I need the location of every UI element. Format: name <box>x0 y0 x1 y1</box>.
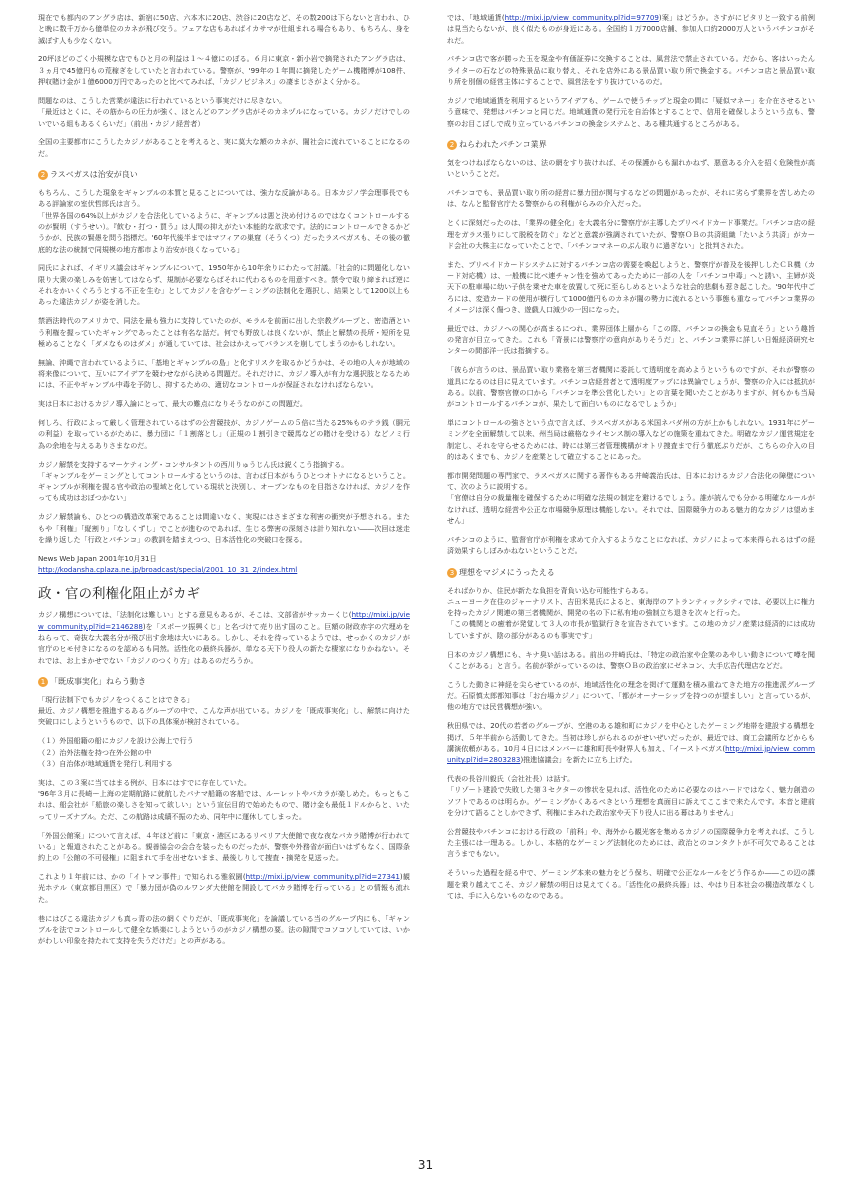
section-number-badge: 3 <box>447 568 457 578</box>
text: カジノ構想については、「法制化は難しい」とする意見もあるが、そこは、文部省がサッカーくじ( <box>38 610 352 620</box>
paragraph: 日本のカジノ構想にも、キナ臭い話はある。前出の井崎氏は、「特定の政治家や企業のあやしい動きについて噂を聞くことがある」と言う。名前が挙がっているのは、警察ＯＢの政治家にゼネコン、大手広告代理店などだ。 <box>447 649 815 670</box>
paragraph: 「彼らが言うのは、景品買い取り業務を第三者機関に委託して透明度を高めようというものですが、それが警察の道具になるのは目に見えています。パチンコ店経営者とて透明度アップには異論でしょうが、警察の介入には抵抗がある。以前、警察官僚の口から「パチンコを準公営化したい」との言葉を聞いたことがありますが、何もかも当局がコントロールするパチンコが、果たして面白いものになるでしょうか」 <box>447 365 815 409</box>
paragraph: そればかりか、住民が新たな負担を背負い込む可能性すらある。 ニューヨーク在住のジャーナリスト、吉田米晃氏によると、東海岸のアトランティックシティでは、必要以上に権力を持ったカジノ関連の第三者機関が、開発の名の下に私有地の強制立ち退きを次々と行った。 「この機関との癒着が発覚して３人の市長が監獄行きを宣告されています。この地のカジノ産業は経済的には成功していますが、陰の部分があるのも事実です」 <box>447 585 815 640</box>
paragraph: カジノ解禁を支持するマーケティング・コンサルタントの西川りゅうじん氏は鋭くこう指摘する。 「ギャンブルをゲーミングとしてコントロールするというのは、言わば日本がもうひとつオトナになるということ。ギャンブルが利権を握る官や政治の聖域と化している現状と決別し、オープンなものを目指さなければ、カジノを作っても成功はおぼつかない」 <box>38 459 410 503</box>
page-number: 31 <box>417 1158 434 1172</box>
paragraph <box>447 720 815 765</box>
paragraph: 「外国公館案」について言えば、４年ほど前に「東京・港区にあるリベリア大使館で夜な夜なバカラ賭博が行われている」と報道されたことがある。親善協会の会合を装ったものだったが、警察や外務省が面白いはずもなく、国際条約上の「公館の不可侵権」に阻まれて手を出せないまま、最後しりして捜査・摘発を見送った。 <box>38 830 410 863</box>
paragraph: 無論、沖縄で言われているように、「基地とギャンブルの島」と化すリスクを取るかどうかは、その地の人々が地域の将来像について、互いにアイデアを競わせながら決める問題だ。それだけに、カジノ導入が有力な選択肢となるためには、不正やギャンブル中毒を予防し、抑するための、適切なコントロールが保証されなければならない。 <box>38 357 410 390</box>
paragraph: 何しろ、行政によって厳しく管理されているはずの公営競技が、カジノゲームの５倍に当たる25%ものテラ銭（胴元の利益）を取っているがために、暴力団に「１割落とし」（正規の１割引きで競馬などの賭けを受ける）などノミ行為の余地を与えるありさまなのだ。 <box>38 418 410 450</box>
left-column <box>38 12 410 954</box>
paragraph: パチンコ店で客が勝った玉を現金や有価証券に交換することは、風営法で禁止されている。だから、客はいったんライターの石などの特殊景品に取り替え、それを店外にある景品買い取り所で換金する。パチンコ店と景品買い取り所を別個の経営主体にすることで、風営法をすり抜けているのだ。 <box>447 54 815 87</box>
section-heading <box>38 676 410 688</box>
section-heading-text: 理想をマジメにうったえる <box>459 567 555 577</box>
paragraph: もちろん、こうした現象をギャンブルの本質と見ることについては、強力な反論がある。日本カジノ学会理事長でもある評論家の室伏哲郎氏は言う。 「世界各国の64%以上がカジノを合法化しているように、ギャンブルは悪と決め付けるのではなくコントロールするのが賢明（すうせい）。『飲む・打つ・買う』は人間の抑えがたい本能的な欲求です。法的にコントロールできるかどうかが、民族の賢愚を問う指標だ。'60年代後半まではマフィアの巣窟（そうくつ）だったラスベガスも、その後の徹底的な法の統制で同規模の地方都市より治安が良くなっている」 <box>38 188 410 254</box>
text: では、「地域通貨( <box>447 13 505 22</box>
source-line: News Web Japan 2001年10月31日 <box>38 553 157 563</box>
paragraph: 問題なのは、こうした営業が違法に行われているという事実だけに尽きない。 「最近はとくに、その筋からの圧力が強く、ほとんどのアングラ店がそのカネヅルになっている。カジノだけでしのいでいる組もあるくらいだ」（前出・カジノ経営者） <box>38 95 410 128</box>
list-item: （３）自治体が地域通貨を発行し利用する <box>38 758 173 768</box>
paragraph: そういった過程を経る中で、ゲーミング本来の魅力をどう保ち、明確で公正なルールをどう作るか――この辺の課題を乗り越えてこそ、カジノ解禁の明日は見えてくる。「活性化の最終兵器」は、やはり日本社会の構造改革なくしては、手に入らないものなのである。 <box>447 868 815 900</box>
article-title: 政・官の利権化阻止がカギ <box>38 586 200 603</box>
paragraph: 現在でも都内のアングラ店は、新宿に50店、六本木に20店、渋谷に20店など、その数200は下らないと言われ、ひと晩に数千万から億単位のカネが飛び交う。フェアな店もあればイカサマが仕組まれる場合もあり、もちろん、身を滅ぼす人も少なくない。 <box>38 13 410 45</box>
paragraph: 同氏によれば、イギリス議会はギャンブルについて、1950年から10年余りにわたって討議。「社会的に問題化しない限り大衆の楽しみを妨害してはならず、規制が必要ならばそれに代わるものを用意すべき。禁令で取り締まれば逆にそれをかいくぐろうとする不正を生む」としてカジノを含むゲーミングの法制化を選択し、結果として1200以上もあった違法カジノが姿を消した。 <box>38 263 410 307</box>
paragraph: 最近では、カジノへの関心が高まるにつれ、業界団体上層から「この際、パチンコの換金も見直そう」という趣旨の発言が目立ってきた。これも「背景には警察庁の意向がありそうだ」と、パチンコ業界に詳しい日報経済研究センターの間部洋一氏は指摘する。 <box>447 323 815 356</box>
right-column <box>447 12 815 909</box>
section-number-badge: 1 <box>38 677 48 687</box>
paragraph: 実は、この３案に当てはまる例が、日本にはすでに存在していた。 '96年３月に長崎ー上海の定期航路に就航したパナマ船籍の客船では、ルーレットやバカラが楽しめた。もっともこれは、船会社が「船旅の楽しさを知って欲しい」という宣伝目的で始めたもので、賭け金も最低１ドルからと、いたってリーズナブル。ただ、この航路は成績不振のため、同年中に運休してしまった。 <box>38 777 410 821</box>
paragraph: こうした動きに神経を尖らせているのが、地域活性化の理念を掲げて運動を積み重ねてきた地方の推進派グループだ。石原慎太郎都知事は「お台場カジノ」について、「都がオーナーシップを持つのが望ましい」と言っているが、他の地方では民営構想が強い。 <box>447 679 815 712</box>
source-link[interactable]: http://kodansha.cplaza.ne.jp/broadcast/special/2001_10_31_2/index.html <box>38 565 298 575</box>
section-heading <box>38 169 410 181</box>
text: )観光ホテル（東京都目黒区）で「暴力団が偽のルワンダ大使館を開設してバカラ賭博を行っている」との情報も流れた。 <box>38 872 410 904</box>
paragraph: カジノで地域通貨を利用するというアイデアも、ゲームで使うチップと現金の間に「疑似マネー」を介在させるという意味で、発想はパチンコと同じだ。地域通貨の発行元を自治体とすることで、信用を確保しようという点も、警察のお目こぼしで成り立っているパチンコの換金システムと、ある種共通するところがある。 <box>447 95 815 128</box>
community-link[interactable]: http://mixi.jp/view_community.pl?id=97709 <box>504 13 659 22</box>
paragraph: 全国の主要都市にこうしたカジノがあることを考えると、実に莫大な額のカネが、闇社会に流れていることになるのだ。 <box>38 137 410 158</box>
paragraph: パチンコでも、景品買い取り所の経営に暴力団が関与するなどの問題があったが、それに劣らず業界を苦しめたのは、なんと監督官庁たる警察からの利権がらみの介入だった。 <box>447 188 815 209</box>
paragraph: 公営競技やパチンコにおける行政の「前科」や、海外から観光客を集めるカジノの国際競争力を考えれば、こうした主張には一理ある。しかし、本格的なゲーミング法制化のためには、政治とのコンタクトが不可欠であることは言うまでもない。 <box>447 826 815 859</box>
paragraph: 単にコントロールの強さという点で言えば、ラスベガスがある米国ネバダ州の方が上かもしれない。1931年にゲーミングを全面解禁して以来、州当局は厳格なライセンス制の導入などの施策を重ねてきた。明確なカジノ運営規定を制定し、それを守らせるためには、時には第三者管理機構がオトリ捜査まで行う徹底ぶりだが、こちらの介入の目的はあくまでも、カジノを産業として確立することにあった。 <box>447 418 815 461</box>
community-link[interactable]: http://mixi.jp/view_community.pl?id=27341 <box>245 872 400 882</box>
section-heading-text: 「既成事実化」ねらう動き <box>50 676 146 686</box>
paragraph: 禁酒法時代のアメリカで、同法を最も強力に支持していたのが、モラルを前面に出した宗教グループと、密造酒という利権を握っていたギャングであったことは有名な話だ。何でも野放しは良くないが、禁止と解禁の長所・短所を見極めることなく「ダメなものはダメ」が通していては、社会はかえってバランスを崩してしまうのかもしれない。 <box>38 316 410 348</box>
paragraph: 代表の長谷川毅氏（会社社長）は話す。 「リゾート建設で失敗した第３セクターの惨状を見れば、活性化のために必要なのはハードではなく、魅力創造のソフトであるのは明らか。ゲーミングかくあるべきという理想を真面目に訴えてここまで来たんです。本音と建前を分けて語ることしかできず、利権にまみれた政治家や天下り役人に出る幕はありません」 <box>447 774 815 817</box>
community-link[interactable]: http://mixi.jp/view_community.pl?id=2146288 <box>38 610 410 631</box>
section-heading <box>447 139 815 151</box>
text: )推進協議会」を新たに立ち上げた。 <box>520 755 637 765</box>
list-item: （２）治外法権を持つ在外公館の中 <box>38 747 152 757</box>
source-citation <box>38 553 410 576</box>
paragraph: 気をつけねばならないのは、法の網をすり抜ければ、その保護からも漏れかねず、悪意ある介入を招く危険性が高いということだ。 <box>447 157 815 179</box>
community-link[interactable]: http://mixi.jp/view_community.pl?id=2803283 <box>447 743 815 765</box>
paragraph: また、プリペイドカードシステムに対するパチンコ店の需要を喚起しようと、警察庁が普及を後押ししたＣＲ機（カード対応機）は、一般機に比べ連チャン性を強めてあったために一部の人を「パチンコ中毒」へと誘い、主婦が炎天下の駐車場に幼い子供を乗せた車を放置して死に至らしめるといような社会的悲劇も惹き起こした。'90年代中ごろには、変造カードの使用が横行して1000億円ものカネが闇の勢力に流れるという事態も重なってパチンコ業界のイメージは深く傷つき、遊戯人口減少の一因になった。 <box>447 259 815 314</box>
section-heading-text: ラスベガスは治安が良い <box>50 170 138 180</box>
section-number-badge: 2 <box>447 140 457 150</box>
section-number-badge: 2 <box>38 170 48 180</box>
proposal-list <box>38 735 410 769</box>
paragraph <box>38 609 410 665</box>
text: 秋田県では、20代の若者のグループが、空港のある雄和町にカジノを中心としたゲーミング地帯を建設する構想を掲げ、５年半前から活動してきた。当初は珍しがられるのがせいぜいだったが、最近では、商工会議所などからも講演依頼がある。10月４日にはメンバーに雄和町長や財界人も加え、「イーストベガス( <box>447 721 815 753</box>
section-heading-text: ねらわれたパチンコ業界 <box>459 139 547 149</box>
text: )を「スポーツ振興くじ」と名づけて売り出す国のこと。巨額の財政赤字の穴埋めをねらって、奇抜な大義名分が飛び出す余地は大いにある。しかし、それを待っているようでは、せっかくのカジノが官庁のヒモ付きになるのを認めるも同然。活性化の最終兵器が、単なる天下り役人の新たな棲家になりかねない。それでは、お上まかせでない「カジノのつくり方」はあるのだろうか。 <box>38 621 410 665</box>
section-heading <box>447 567 815 579</box>
text: これより１年前には、かの「イトマン事件」で知られる雅叙園( <box>38 872 246 882</box>
paragraph <box>447 12 815 46</box>
paragraph: 都市開発問題の専門家で、ラスベガスに関する著作もある井崎義治氏は、日本におけるカジノ合法化の障壁について、次のように説明する。 「官僚は自分の裁量権を確保するために明確な法規の制定を避けるでしょう。誰が読んでも分かる明確なルールがなければ、透明な経営や公正な市場競争原理は機能しない。それでは、国際競争力のある魅力的なカジノは望めません」 <box>447 470 815 526</box>
paragraph: 20坪ほどのごく小規模な店でもひと月の利益は１～４億にのぼる。６月に東京・新小岩で摘発されたアングラ店は、３ヵ月で45億円もの荒稼ぎをしていたと言われている。警察が、'99年の１年間に摘発したゲーム機賭博が108件、押収賭け金が１億6000万円であったのと比べてみれば、「カジノビジネス」の凄まじさがよく分かる。 <box>38 54 410 87</box>
list-item: （１）外国船籍の船にカジノを設け公海上で行う <box>38 736 194 746</box>
text: )案」はどうか。さすがにピタリと一致する前例は見当たらないが、良く似たものが身近にある。全国約１万7000店舗、参加人口約2000万人というパチンコがそれだ。 <box>447 13 815 45</box>
paragraph: 実は日本におけるカジノ導入論にとって、最大の難点になりそうなのがこの問題だ。 <box>38 399 307 409</box>
paragraph: カジノ解禁論も、ひとつの構造改革案であることは間違いなく、実現にはさまざまな利害の衝突が予想される。またもや「利権」「縦割り」「なしくずし」でことが進むのであれば、生じる弊害の深刻さは計り知れない――次回は迷走を繰り返した「行政とパチンコ」の教訓を踏まえつつ、日本活性化の突破口を探る。 <box>38 512 410 544</box>
paragraph: とくに深刻だったのは、「業界の健全化」を大義名分に警察庁が主導したプリペイドカード事業だ。「パチンコ店の経理をガラス張りにして脱税を防ぐ」などと意義が強調されていたが、警察ＯＢの共済組織「たいよう共済」がカード会社の大株主になっていたことで、「パチンコマネーのぶん取りに過ぎない」と批判された。 <box>447 218 815 250</box>
paragraph: 「現行法制下でもカジノをつくることはできる」 最近、カジノ構想を推進するあるグループの中で、こんな声が出ている。カジノを「既成事実化」し、解禁に向けた突破口にしようというもので、以下の具体案が検討されている。 <box>38 694 410 727</box>
paragraph: 巷にはびこる違法カジノも真っ青の法の網くぐりだが、「既成事実化」を論議している当のグループ内にも、「ギャンブルを法でコントロールして健全な娯楽にしようというのがカジノ構想の要。法の隙間でコソコソしていては、いかがわしい印象を持たれて支持を失うだけだ」との声がある。 <box>38 913 410 946</box>
paragraph <box>38 871 410 905</box>
paragraph: パチンコのように、監督官庁が利権を求めて介入するようなことになれば、カジノによって本来得られるはずの経済効果すらしぼみかねないということだ。 <box>447 534 815 556</box>
